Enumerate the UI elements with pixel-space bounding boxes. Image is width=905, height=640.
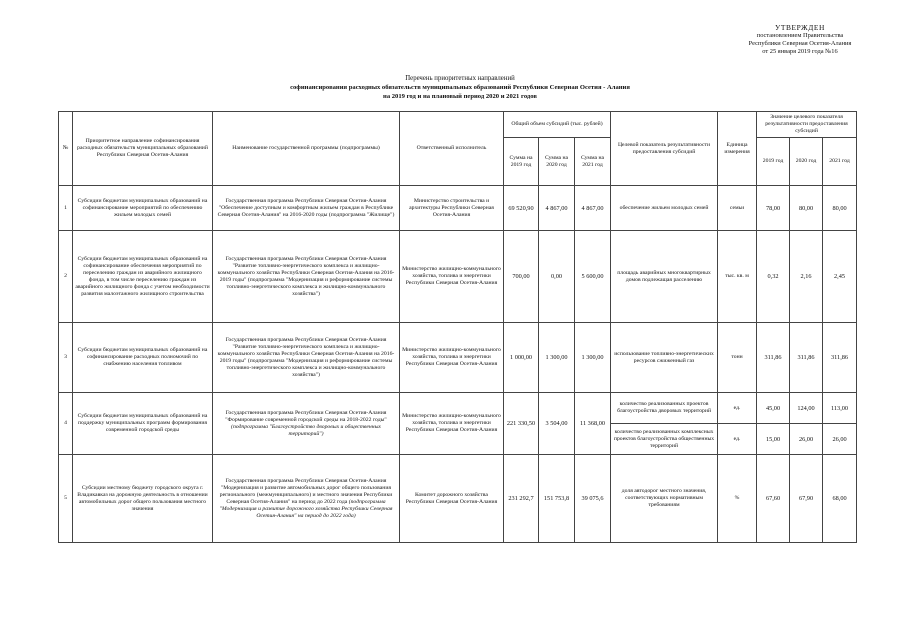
row-sum-2019: 700,00 bbox=[504, 231, 539, 323]
row-num: 3 bbox=[59, 323, 73, 393]
row-num: 5 bbox=[59, 455, 73, 543]
row-indicator-b: количество реализованных комплексных проектов благоустройства общественных территорий bbox=[611, 424, 718, 455]
row-unit: тонн bbox=[718, 323, 757, 393]
approval-stamp bbox=[725, 24, 875, 56]
row-executor: Министерство жилищно-коммунального хозяйства, топлива и энергетики Республики Северная Осетия-Алания bbox=[400, 393, 504, 455]
header-values: Значение целевого показателя результативности предоставления субсидий bbox=[757, 112, 857, 138]
row-program-subprogram: (подпрограмма "Модернизация и развитие дорожного хозяйства Республики Северная Осетия-Алания" на период до 2022 года) bbox=[219, 498, 393, 519]
row-value-2021: 68,00 bbox=[823, 455, 857, 543]
row-program-subprogram: (подпрограмма "Благоустройство дворовых и общественных территорий") bbox=[231, 423, 381, 437]
row-program bbox=[213, 455, 400, 543]
row-program: Государственная программа Республики Северная Осетия-Алания "Обеспечение доступным и комфортным жильем граждан в Республике Северная Осетия-Алания" на 2016-2020 годы (подпрограмма "Жилище") bbox=[213, 186, 400, 231]
row-value-2020-a: 124,00 bbox=[790, 393, 823, 424]
row-value-2019: 311,86 bbox=[757, 323, 790, 393]
row-executor: Министерство жилищно-коммунального хозяйства, топлива и энергетики Республики Северная Осетия-Алания bbox=[400, 323, 504, 393]
row-sum-2021: 11 368,00 bbox=[575, 393, 611, 455]
row-sum-2020: 0,00 bbox=[539, 231, 575, 323]
row-sum-2019: 221 330,50 bbox=[504, 393, 539, 455]
header-unit: Единица измерения bbox=[718, 112, 757, 186]
row-indicator: обеспечение жильем молодых семей bbox=[611, 186, 718, 231]
row-direction: Субсидии бюджетам муниципальных образований на софинансирование обеспечения мероприятий по переселению граждан из аварийного жилищного фонда, в том числе переселению граждан из аварийного жилищного фонда с учетом необходимости развития малоэтажного жилищного строительства bbox=[73, 231, 213, 323]
row-sum-2020: 4 867,00 bbox=[539, 186, 575, 231]
row-indicator: использование топливно-энергетических ресурсов сжиженный газ bbox=[611, 323, 718, 393]
row-program-text: Государственная программа Республики Северная Осетия-Алания "Модернизация и развитие автомобильных дорог общего пользования регионального (межмуниципального) и местного значения Республики Северная Осетия-Алания" на период до 2022 года bbox=[219, 477, 393, 505]
row-direction: Субсидии местному бюджету городского округа г. Владикавказ на дорожную деятельность в отношении автомобильных дорог общего пользования местного значения bbox=[73, 455, 213, 543]
row-value-2021: 80,00 bbox=[823, 186, 857, 231]
header-direction: Приоритетное направление софинансирования расходных обязательств муниципальных образований Республики Северная Осетия-Алания bbox=[73, 112, 213, 186]
row-unit-b: ед. bbox=[718, 424, 757, 455]
approval-line-3: от 25 января 2019 года №16 bbox=[762, 48, 838, 55]
row-executor: Министерство жилищно-коммунального хозяйства, топлива и энергетики Республики Северная Осетия-Алания bbox=[400, 231, 504, 323]
row-value-2019-b: 15,00 bbox=[757, 424, 790, 455]
row-program bbox=[213, 393, 400, 455]
row-program: Государственная программа Республики Северная Осетия-Алания "Развитие топливно-энергетического комплекса и жилищно-коммунального хозяйства Республики Северная Осетия-Алания на 2016-2019 годы" (подпрограмма "Модернизация и реформирование системы топливно-энергетического комплекса и жилищно-коммунального хозяйства") bbox=[213, 231, 400, 323]
row-unit: тыс. кв. м bbox=[718, 231, 757, 323]
row-executor: Комитет дорожного хозяйства Республики Северная Осетия-Алания bbox=[400, 455, 504, 543]
header-sum-2021: Сумма на 2021 год bbox=[575, 138, 611, 186]
row-sum-2021: 5 600,00 bbox=[575, 231, 611, 323]
row-value-2021-b: 26,00 bbox=[823, 424, 857, 455]
row-value-2019: 67,60 bbox=[757, 455, 790, 543]
title-line-2: софинансирования расходных обязательств муниципальных образований Республики Северная Осетия - Алания bbox=[290, 84, 630, 91]
row-executor: Министерство строительства и архитектуры Республики Северная Осетия-Алания bbox=[400, 186, 504, 231]
row-sum-2021: 4 867,00 bbox=[575, 186, 611, 231]
row-num: 1 bbox=[59, 186, 73, 231]
header-total-volume: Общий объем субсидий (тыс. рублей) bbox=[504, 112, 611, 138]
header-value-2019: 2019 год bbox=[757, 138, 790, 186]
document-title bbox=[250, 74, 670, 101]
row-sum-2020: 1 300,00 bbox=[539, 323, 575, 393]
header-sum-2020: Сумма на 2020 год bbox=[539, 138, 575, 186]
row-unit: семьи bbox=[718, 186, 757, 231]
row-direction: Субсидии бюджетам муниципальных образований на софинансирование расходных полномочий по снабжению населения топливом bbox=[73, 323, 213, 393]
approval-heading: УТВЕРЖДЕН bbox=[775, 23, 825, 32]
row-indicator: доля автодорог местного значения, соответствующих нормативным требованиям bbox=[611, 455, 718, 543]
row-direction: Субсидии бюджетам муниципальных образований на поддержку муниципальных программ формирования современной городской среды bbox=[73, 393, 213, 455]
header-sum-2019: Сумма на 2019 год bbox=[504, 138, 539, 186]
header-value-2021: 2021 год bbox=[823, 138, 857, 186]
row-value-2020: 2,16 bbox=[790, 231, 823, 323]
approval-line-1: постановлением Правительства bbox=[756, 32, 844, 39]
table-row bbox=[59, 393, 857, 424]
row-sum-2019: 69 520,90 bbox=[504, 186, 539, 231]
row-sum-2021: 1 300,00 bbox=[575, 323, 611, 393]
row-indicator-a: количество реализованных проектов благоустройства дворовых территорий bbox=[611, 393, 718, 424]
row-unit: % bbox=[718, 455, 757, 543]
row-sum-2019: 231 292,7 bbox=[504, 455, 539, 543]
row-direction: Субсидии бюджетам муниципальных образований на софинансирование мероприятий по обеспечению жильем молодых семей bbox=[73, 186, 213, 231]
title-line-3: на 2019 год и на плановый период 2020 и 2021 годов bbox=[383, 93, 537, 100]
row-value-2020: 80,00 bbox=[790, 186, 823, 231]
row-value-2020: 67,90 bbox=[790, 455, 823, 543]
table-row bbox=[59, 186, 857, 231]
row-indicator: площадь аварийных многоквартирных домов подлежащая расселению bbox=[611, 231, 718, 323]
approval-line-2: Республики Северная Осетия-Алания bbox=[748, 40, 852, 47]
header-program: Наименование государственной программы (подпрограммы) bbox=[213, 112, 400, 186]
row-value-2019-a: 45,00 bbox=[757, 393, 790, 424]
row-value-2020-b: 26,00 bbox=[790, 424, 823, 455]
header-executor: Ответственный исполнитель bbox=[400, 112, 504, 186]
row-value-2021-a: 113,00 bbox=[823, 393, 857, 424]
row-value-2021: 2,45 bbox=[823, 231, 857, 323]
row-sum-2020: 3 504,00 bbox=[539, 393, 575, 455]
header-num: № bbox=[59, 112, 73, 186]
row-value-2019: 78,00 bbox=[757, 186, 790, 231]
table-row bbox=[59, 323, 857, 393]
row-value-2021: 311,86 bbox=[823, 323, 857, 393]
row-num: 4 bbox=[59, 393, 73, 455]
row-program: Государственная программа Республики Северная Осетия-Алания "Развитие топливно-энергетического комплекса и жилищно-коммунального хозяйства Республики Северная Осетия-Алания на 2016-2019 годы" (подпрограмма "Модернизация и реформирование системы топливно-энергетического комплекса и жилищно-коммунального хозяйства") bbox=[213, 323, 400, 393]
row-program-text: Государственная программа Республики Северная Осетия-Алания "Формирование современной городской среды на 2018-2022 годы" bbox=[225, 409, 387, 423]
row-value-2019: 0,32 bbox=[757, 231, 790, 323]
table-row bbox=[59, 231, 857, 323]
header-value-2020: 2020 год bbox=[790, 138, 823, 186]
row-sum-2020: 151 753,8 bbox=[539, 455, 575, 543]
row-value-2020: 311,86 bbox=[790, 323, 823, 393]
priority-table bbox=[58, 111, 857, 543]
table-row bbox=[59, 455, 857, 543]
row-sum-2021: 39 075,6 bbox=[575, 455, 611, 543]
row-unit-a: ед. bbox=[718, 393, 757, 424]
row-num: 2 bbox=[59, 231, 73, 323]
row-sum-2019: 1 000,00 bbox=[504, 323, 539, 393]
title-line-1: Перечень приоритетных направлений bbox=[405, 75, 515, 82]
header-indicator: Целевой показатель результативности предоставления субсидий bbox=[611, 112, 718, 186]
